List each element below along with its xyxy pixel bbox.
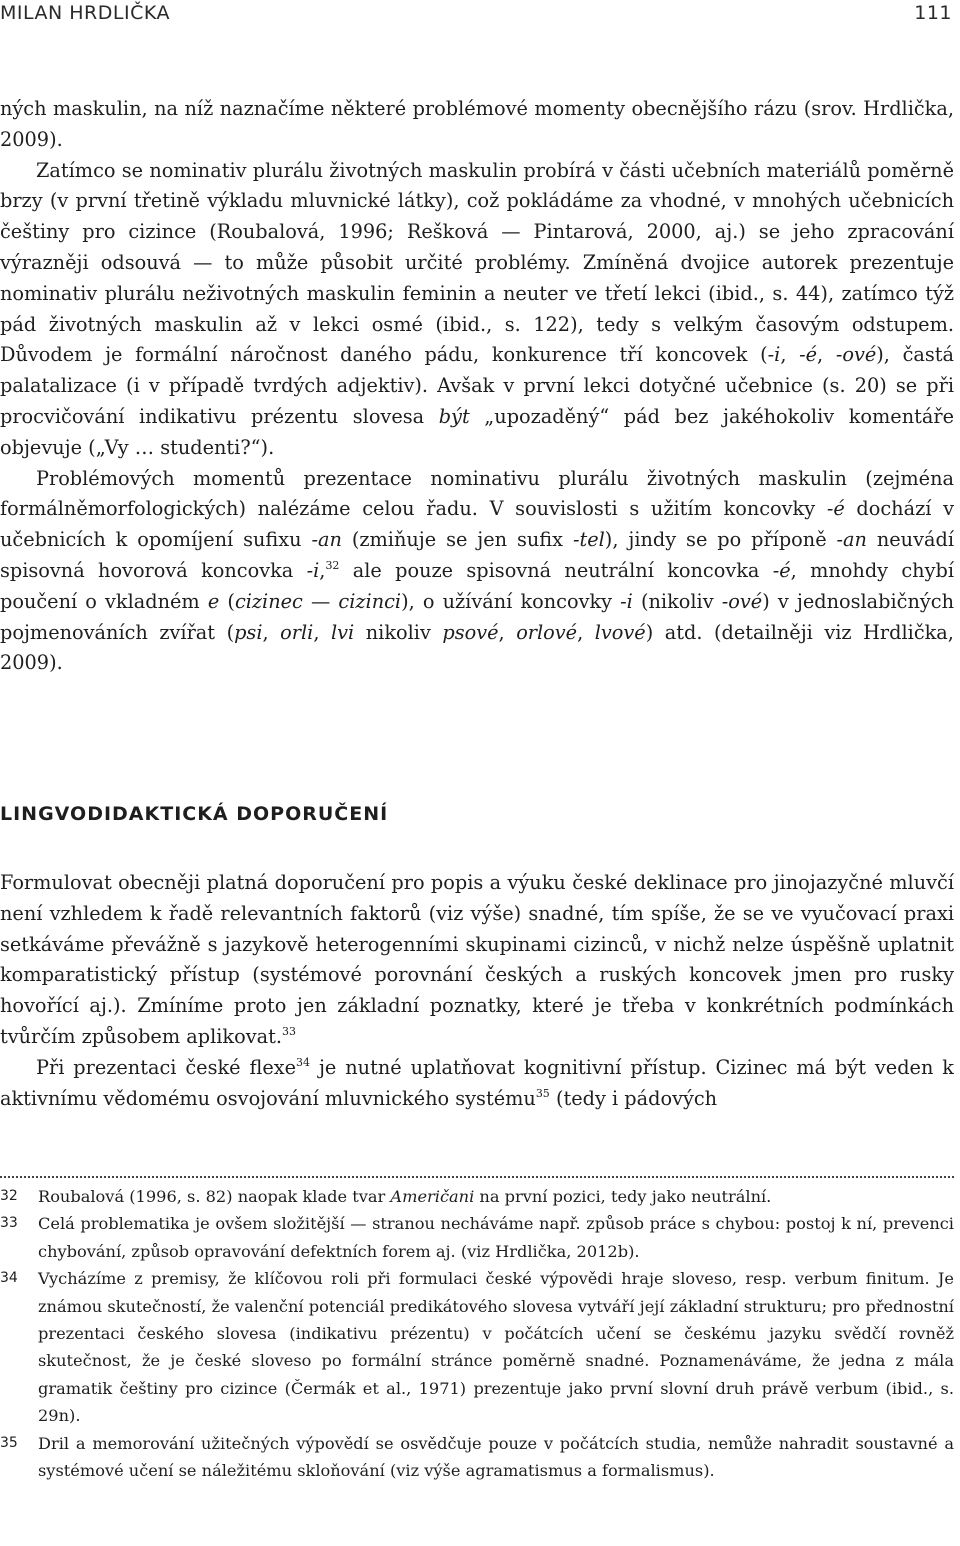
text-run: je nutné uplatňovat kognitivní přístup. Cizinec má být veden k aktivnímu vědomému osvojování mluvnického systému	[0, 1055, 954, 1110]
paragraph-1: ných maskulin, na níž naznačíme některé problémové momenty obecnějšího rázu (srov. Hrdlička, 2009).	[0, 97, 954, 151]
text-run: ) atd. (detailněji viz Hrdlička, 2009).	[0, 620, 954, 675]
paragraph-2	[0, 156, 954, 464]
text-run: Formulovat obecněji platná doporučení pro popis a výuku české deklinace pro jinojazyčné mluvčí není vzhledem k řadě relevantních faktorů (viz výše) snadné, tím spíše, že se ve vyučovací praxi setkáváme převážně s jazykově heterogenními skupinami cizinců, v nichž nelze úspěšně uplatnit komparatistický přístup (systémové porovnání českých a ruských koncovek jmen pro rusky hovořící aj.). Zmíníme proto jen základní poznatky, které je třeba v konkrétních podmínkách tvůrčím způsobem aplikovat.	[0, 871, 954, 1048]
text-run: ), jindy se po příponě	[604, 528, 837, 552]
text-run: (tedy i pádových	[549, 1086, 718, 1110]
footnote-ref-34[interactable]: 34	[296, 1055, 311, 1069]
footnote-33	[0, 1210, 954, 1265]
italic-term: -an	[836, 528, 867, 552]
text-run: (nikoliv	[632, 589, 722, 613]
italic-term: lvové	[594, 620, 646, 644]
text-run: ale pouze spisovná neutrální koncovka	[339, 558, 773, 582]
text-run: „upozaděný“ pád bez jakéhokoliv komentáře objevuje („Vy … studenti?“).	[0, 404, 955, 459]
italic-term: -é	[799, 343, 818, 367]
footnote-number: 34	[0, 1270, 18, 1287]
footnote-number: 32	[0, 1188, 18, 1204]
italic-term: -ové	[835, 343, 877, 367]
text-run: —	[302, 589, 339, 613]
footnote-34	[0, 1265, 954, 1429]
page-number: 111	[914, 2, 952, 24]
italic-term: Američani	[390, 1187, 475, 1206]
text-run: ,	[577, 620, 595, 644]
italic-term: lvi	[330, 620, 355, 644]
section-2-body	[0, 868, 954, 1114]
footnote-number: 35	[0, 1434, 18, 1451]
section-heading: LINGVODIDAKTICKÁ DOPORUČENÍ	[0, 803, 389, 825]
running-head	[0, 2, 952, 30]
italic-term: psové	[442, 620, 499, 644]
text-run: nikoliv	[354, 620, 443, 644]
text-run: Problémových momentů prezentace nominativu plurálu životných maskulin (zejména formálněmorfologických) nalézáme celou řadu. V souvislosti s užitím koncovky	[0, 466, 954, 521]
footnote-32	[0, 1183, 954, 1210]
text-run: ,	[313, 620, 331, 644]
italic-term: cizinci	[338, 589, 402, 613]
footnote-ref-32[interactable]: 32	[325, 558, 340, 572]
text-run: ), častá palatalizace (i v případě tvrdých adjektiv). Avšak v první lekci dotyčné učebnice (s. 20) se při procvičování indikativu prézentu slovesa	[0, 343, 955, 428]
text-run: ,	[780, 343, 800, 367]
paragraph-4	[0, 868, 954, 1053]
footnote-text: na první pozici, tedy jako neutrální.	[474, 1187, 772, 1206]
text-run: ,	[498, 620, 517, 644]
footnote-ref-33[interactable]: 33	[281, 1024, 296, 1038]
italic-term: -i	[620, 589, 633, 613]
italic-term: -é	[826, 497, 845, 521]
italic-term: orlové	[516, 620, 578, 644]
italic-term: -i	[767, 343, 781, 367]
italic-term: -ové	[721, 589, 763, 613]
italic-term: -é	[772, 558, 791, 582]
italic-term: -i	[306, 558, 320, 582]
footnote-35	[0, 1430, 954, 1485]
text-run: (	[219, 589, 235, 613]
text-run: ,	[262, 620, 281, 644]
italic-term: psi	[234, 620, 263, 644]
footnote-text: Dril a memorování užitečných výpovědí se osvědčuje pouze v počátcích studia, nemůže nahradit soustavné a systémové učení se náležitému skloňování (viz výše agramatismus a formalismus).	[38, 1433, 954, 1481]
footnote-text: Vycházíme z premisy, že klíčovou roli při formulaci české výpovědi hraje sloveso, resp. verbum finitum. Je známou skutečností, že valenční potenciál predikátového slovesa vytváří její základní strukturu; pro přednostní prezentaci českého slovesa (indikativu prézentu) v počátcích učení se českému jazyku svědčí rovněž skutečnost, že je české sloveso po formální stránce poměrně snadné. Poznamenáváme, že jedna z mála gramatik češtiny pro cizince (Čermák et al., 1971) prezentuje jako první slovní druh právě verbum (ibid., s. 29n).	[38, 1269, 954, 1426]
italic-term: orli	[280, 620, 314, 644]
text-run: (zmiňuje se jen sufix	[341, 528, 573, 552]
paragraph-3	[0, 464, 954, 680]
footnotes	[0, 1183, 954, 1484]
footnote-text: Celá problematika je ovšem složitější — stranou necháváme např. způsob práce s chybou: postoj k ní, prevenci chybování, způsob opravování defektních forem aj. (viz Hrdlička, 2012b).	[38, 1214, 954, 1261]
italic-term: cizinec	[234, 589, 303, 613]
footnote-text: Roubalová (1996, s. 82) naopak klade tvar	[38, 1187, 391, 1206]
italic-term: -an	[311, 528, 342, 552]
paragraph-5	[0, 1053, 954, 1115]
text-run: ,	[817, 343, 836, 367]
text-run: Zatímco se nominativ plurálu životných maskulin probírá v části učebních materiálů poměrně brzy (v první třetině výkladu mluvnické látky), což pokládáme za vhodné, v mnohých učebnicích češtiny pro cizince (Roubalová, 1996; Rešková — Pintarová, 2000, aj.) se jeho zpracování výrazněji odsouvá — to může působit určité problémy. Zmíněná dvojice autorek prezentuje nominativ plurálu neživotných maskulin feminin a neuter ve třetí lekci (ibid., s. 44), zatímco týž pád životných maskulin až v lekci osmé (ibid., s. 122), tedy s velkým časovým odstupem. Důvodem je formální náročnost daného pádu, konkurence tří koncovek (	[0, 158, 954, 367]
text-run: dochází v učebnicích k opomíjení sufixu	[0, 497, 955, 552]
running-head-author: MILAN HRDLIČKA	[0, 2, 170, 24]
footnote-ref-35[interactable]: 35	[535, 1086, 550, 1100]
text-run: ), o užívání koncovky	[401, 589, 621, 613]
text-run: ,	[319, 558, 326, 582]
italic-term: být	[438, 404, 470, 428]
italic-term: e	[207, 589, 220, 613]
text-run: neuvádí spisovná hovorová koncovka	[0, 528, 954, 582]
text-run: , mnohdy chybí poučení o vkladném	[0, 558, 955, 613]
footnote-separator	[0, 1176, 954, 1178]
text-run: ) v jednoslabičných pojmenováních zvířat (	[0, 589, 955, 644]
footnote-number: 33	[0, 1215, 18, 1232]
italic-term: -tel	[572, 528, 605, 552]
section-1-body	[0, 94, 954, 679]
text-run: Při prezentaci české flexe	[36, 1055, 297, 1079]
